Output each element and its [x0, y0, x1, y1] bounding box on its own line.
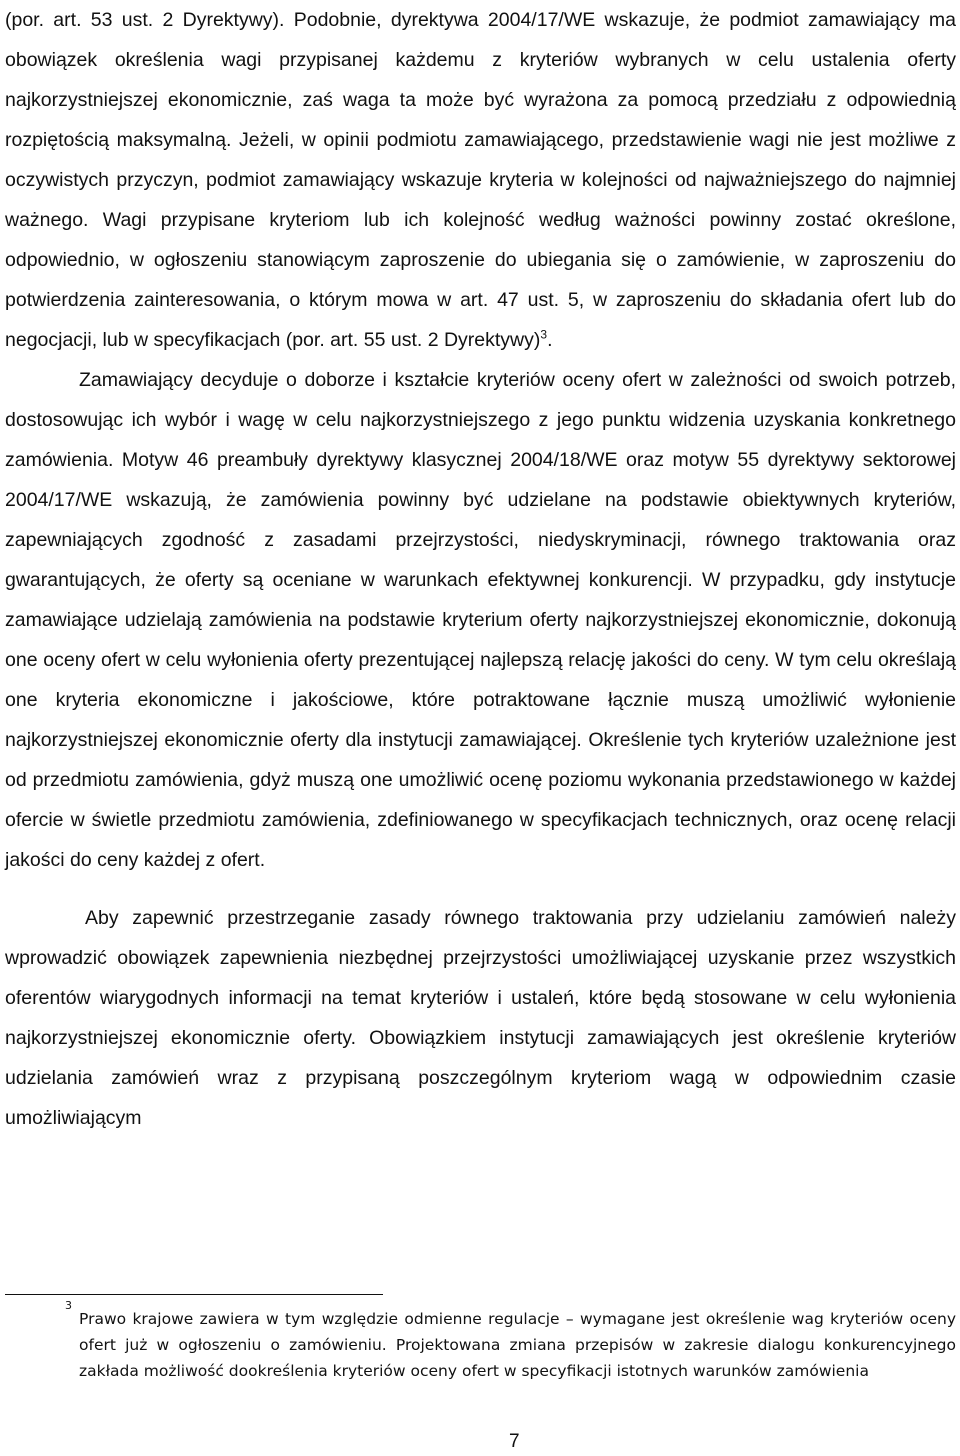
page-number: 7	[509, 1431, 520, 1452]
footnote-marker: 3	[65, 1299, 72, 1312]
paragraph-3: Aby zapewnić przestrzeganie zasady równego traktowania przy udzielaniu zamówień należy wprowadzić obowiązek zapewnienia niezbędnej przejrzystości umożliwiającej uzyskanie przez wszystkich oferentów wiarygodnych informacji na temat kryteriów i ustaleń, które będą stosowane w celu wyłonienia najkorzystniejszej ekonomicznie oferty. Obowiązkiem instytucji zamawiających jest określenie kryteriów udzielania zamówień wraz z przypisaną poszczególnym kryteriom wagą w odpowiednim czasie umożliwiającym	[5, 907, 956, 1129]
paragraph-1-end: .	[547, 329, 553, 351]
main-text	[5, 0, 956, 1138]
paragraph-2: Zamawiający decyduje o doborze i kształcie kryteriów oceny ofert w zależności od swoich potrzeb, dostosowując ich wybór i wagę w celu najkorzystniejszego z jego punktu widzenia uzyskania konkretnego zamówienia. Motyw 46 preambuły dyrektywy klasycznej 2004/18/WE oraz motyw 55 dyrektywy sektorowej 2004/17/WE wskazują, że zamówienia powinny być udzielane na podstawie obiektywnych kryteriów, zapewniających zgodność z zasadami przejrzystości, niedyskryminacji, równego traktowania oraz gwarantujących, że oferty są oceniane w warunkach efektywnej konkurencji. W przypadku, gdy instytucje zamawiające udzielają zamówienia na podstawie kryterium oferty najkorzystniejszej ekonomicznie, dokonują one oceny ofert w celu wyłonienia oferty prezentującej najlepszą relację jakości do ceny. W tym celu określają one kryteria ekonomiczne i jakościowe, które potraktowane łącznie muszą umożliwić wyłonienie najkorzystniejszej ekonomicznie oferty dla instytucji zamawiającej. Określenie tych kryteriów uzależnione jest od przedmiotu zamówienia, gdyż muszą one umożliwić ocenę poziomu wykonania przedstawionego w każdej ofercie w świetle przedmiotu zamówienia, zdefiniowanego w specyfikacjach technicznych, oraz ocenę relacji jakości do ceny każdej z ofert.	[5, 369, 956, 871]
paragraph-1-text: (por. art. 53 ust. 2 Dyrektywy). Podobnie, dyrektywa 2004/17/WE wskazuje, że podmiot zamawiający ma obowiązek określenia wagi przypisanej każdemu z kryteriów wybranych w celu ustalenia oferty najkorzystniejszej ekonomicznie, zaś waga ta może być wyrażona za pomocą przedziału z odpowiednią rozpiętością maksymalną. Jeżeli, w opinii podmiotu zamawiającego, przedstawienie wagi nie jest możliwe z oczywistych przyczyn, podmiot zamawiający wskazuje kryteria w kolejności od najważniejszego do najmniej ważnego. Wagi przypisane kryteriom lub ich kolejność według ważności powinny zostać określone, odpowiednio, w ogłoszeniu stanowiącym zaproszenie do ubiegania się o zamówienie, w zaproszeniu do potwierdzenia zainteresowania, o którym mowa w art. 47 ust. 5, w zaproszeniu do składania ofert lub do negocjacji, lub w specyfikacjach (por. art. 55 ust. 2 Dyrektywy)	[5, 9, 956, 351]
footnote-text: Prawo krajowe zawiera w tym względzie odmienne regulacje – wymagane jest określenie wag kryteriów oceny ofert już w ogłoszeniu o zamówieniu. Projektowana zmiana przepisów w zakresie dialogu konkurencyjnego zakłada możliwość dookreślenia kryteriów oceny ofert w specyfikacji istotnych warunków zamówienia	[79, 1310, 956, 1380]
footnote	[65, 1299, 956, 1384]
paragraph-spacing	[5, 880, 956, 898]
footnote-reference[interactable]: 3	[540, 327, 548, 342]
paragraph-1	[5, 0, 956, 360]
footnote-separator	[5, 1294, 383, 1295]
